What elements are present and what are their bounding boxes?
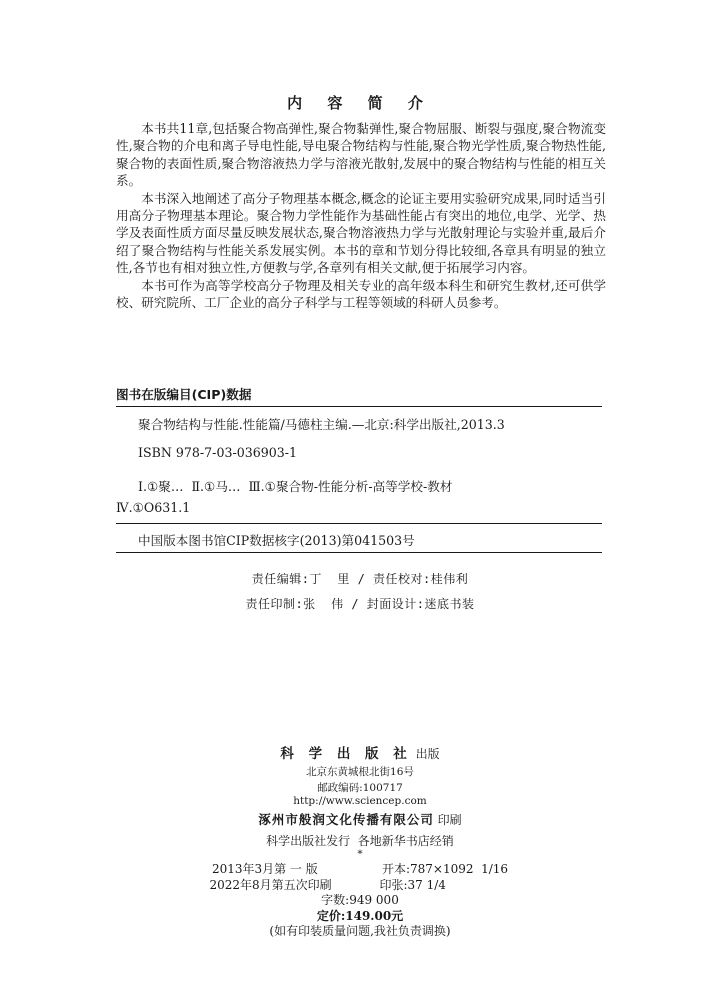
- intro-paragraph: 本书可作为高等学校高分子物理及相关专业的高年级本科生和研究生教材,还可供学校、研究院所、工厂企业的高分子科学与工程等领域的科研人员参考。: [116, 277, 606, 311]
- staff-line-editors: 责任编辑:丁 里 / 责任校对:桂伟利: [251, 572, 469, 586]
- publisher-address: 北京东黄城根北街16号: [306, 766, 414, 778]
- intro-paragraph: 本书共11章,包括聚合物高弹性,聚合物黏弹性,聚合物屈服、断裂与强度,聚合物流变性,聚合物的介电和离子导电性能,导电聚合物结构与性能,聚合物光学性质,聚合物热性能,聚合物的表面性质,聚合物溶液热力学与溶液光散射,发展中的聚合物结构与性能的相互关系。: [116, 121, 606, 189]
- cip-isbn: ISBN 978-7-03-036903-1: [138, 445, 298, 460]
- intro-paragraph: 本书深入地阐述了高分子物理基本概念,概念的论证主要用实验研究成果,同时适当引用高分子物理基本理论。聚合物力学性能作为基础性能占有突出的地位,电学、光学、热学及表面性质方面尽量反映发展状态,聚合物溶液热力学与光散射理论与实验并重,最后介绍了聚合物结构与性能关系发展实例。本书的章和节划分得比较细,各章具有明显的独立性,各节也有相对独立性,方便教与学,各章列有相关文献,便于拓展学习内容。: [116, 190, 606, 276]
- cip-bottom-rule: [116, 552, 602, 553]
- edition-date: 2013年3月第 一 版: [211, 862, 318, 876]
- format-size: 开本:787×1092 1/16: [381, 862, 509, 876]
- cip-middle-rule: [116, 523, 602, 524]
- publisher-website: http://www.sciencep.com: [293, 795, 427, 807]
- distribution-line: 科学出版社发行 各地新华书店经销: [266, 834, 454, 848]
- publisher-postcode: 邮政编码:100717: [317, 782, 403, 794]
- intro-body: [116, 120, 606, 311]
- intro-title: 内 容 简 介: [287, 94, 433, 112]
- cip-classification-line: [116, 500, 602, 515]
- printer-suffix: 印刷: [437, 813, 462, 827]
- word-count: 字数:949 000: [321, 893, 399, 907]
- cip-top-rule: [116, 406, 602, 407]
- printing-date: 2022年8月第五次印刷: [209, 878, 332, 892]
- cip-subjects-line: [116, 476, 602, 495]
- edition-line: [0, 860, 720, 877]
- publisher-name: 科 学 出 版 社: [280, 746, 412, 762]
- publisher-suffix: 出版: [415, 747, 440, 761]
- publisher-line: [0, 742, 720, 762]
- price: 定价:149.00元: [316, 909, 404, 923]
- sheet-count: 印张:37 1/4: [379, 878, 446, 892]
- printer-line: [0, 810, 720, 828]
- printer-name: 涿州市般润文化传播有限公司: [258, 812, 434, 827]
- cip-record-line: [116, 530, 602, 549]
- cip-subjects: Ⅰ.①聚… Ⅱ.①马… Ⅲ.①聚合物-性能分析-高等学校-教材: [138, 479, 453, 494]
- staff-line-production: 责任印制:张 伟 / 封面设计:迷底书装: [245, 597, 475, 611]
- cip-isbn-line: [116, 445, 602, 460]
- cip-title: 聚合物结构与性能.性能篇/马德柱主编.—北京:科学出版社,2013.3: [138, 417, 505, 432]
- quality-note: (如有印装质量问题,我社负责调换): [269, 924, 451, 938]
- cip-heading: 图书在版编目(CIP)数据: [116, 387, 252, 402]
- cip-title-line: [116, 414, 602, 433]
- cip-record-number: 中国版本图书馆CIP数据核字(2013)第041503号: [138, 533, 415, 548]
- colophon-separator: *: [357, 848, 363, 860]
- cip-classification: Ⅳ.①O631.1: [116, 500, 191, 515]
